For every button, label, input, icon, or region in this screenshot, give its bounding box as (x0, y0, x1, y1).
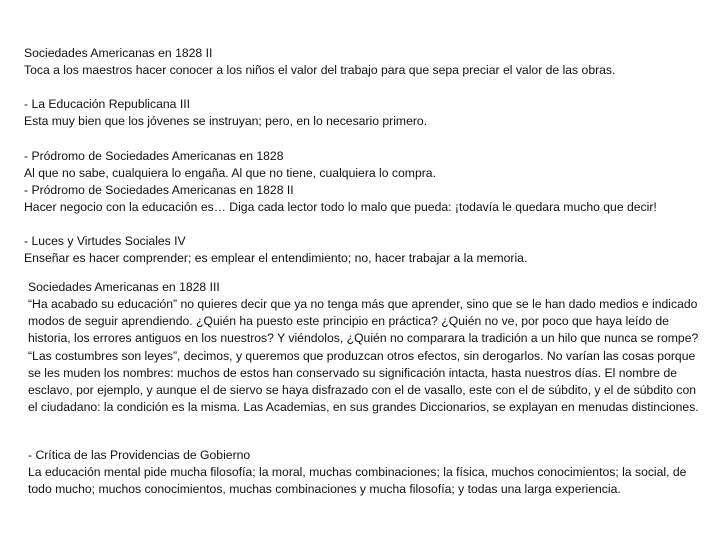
quote-block-6 (28, 447, 704, 498)
quote-text: La educación mental pide mucha filosofía; la moral, muchas combinaciones; la física, muchos conocimientos; la social, de todo mucho; muchos conocimientos, muchas combinaciones y mucha filosofía; y todas una larga experiencia. (28, 465, 687, 497)
quote-paragraph: “Ha acabado su educación” no quieres decir que ya no tenga más que aprender, sino que se le han dado medios e indicado modos de seguir aprendiendo. ¿Quién ha puesto este principio en práctica? ¿Quién no ve, por poco que haya leído de historia, los errores antiguos en los nuestros? Y viéndolos, ¿Quién no comparara la tradición a un hilo que nunca se rompe? “Las costumbres son leyes”, decimos, y queremos que produzcan otros efectos, sin derogarlos. No varían las cosas porque se les muden los nombres: muchos de estos han conservado su significación intacta, hasta nuestros días. El nombre de esclavo, por ejemplo, y aunque el de siervo se haya disfrazado con el de vasallo, este con el de súbdito, y el de súbdito con el ciudadano: la condición es la misma. Las Academias, en sus grandes Diccionarios, se explayan en menudas distinciones. (28, 297, 699, 415)
quote-source: Sociedades Americanas en 1828 III (28, 280, 220, 294)
quote-text: Toca a los maestros hacer conocer a los niños el valor del trabajo para que sepa preciar el valor de las obras. (24, 63, 616, 77)
quote-text: Hacer negocio con la educación es… Diga cada lector todo lo malo que pueda: ¡todavía le quedara mucho que decir! (24, 200, 657, 214)
quote-text: Esta muy bien que los jóvenes se instruyan; pero, en lo necesario primero. (24, 114, 428, 128)
quote-source: - La Educación Republicana III (24, 97, 190, 111)
quote-source: - Pródromo de Sociedades Americanas en 1828 (24, 149, 284, 163)
quote-source: Sociedades Americanas en 1828 II (24, 46, 213, 60)
quote-source: - Luces y Virtudes Sociales IV (24, 234, 186, 248)
quote-block-2 (24, 96, 704, 130)
quote-block-4 (24, 233, 704, 267)
quote-text: Enseñar es hacer comprender; es emplear el entendimiento; no, hacer trabajar a la memoria. (24, 251, 528, 265)
quote-block-5 (28, 279, 704, 416)
quote-source: - Crítica de las Providencias de Gobierno (28, 448, 251, 462)
quote-block-3 (24, 148, 704, 216)
quote-block-1 (24, 45, 704, 79)
quote-text: Al que no sabe, cualquiera lo engaña. Al que no tiene, cualquiera lo compra. (24, 166, 436, 180)
quote-source: - Pródromo de Sociedades Americanas en 1828 II (24, 183, 294, 197)
